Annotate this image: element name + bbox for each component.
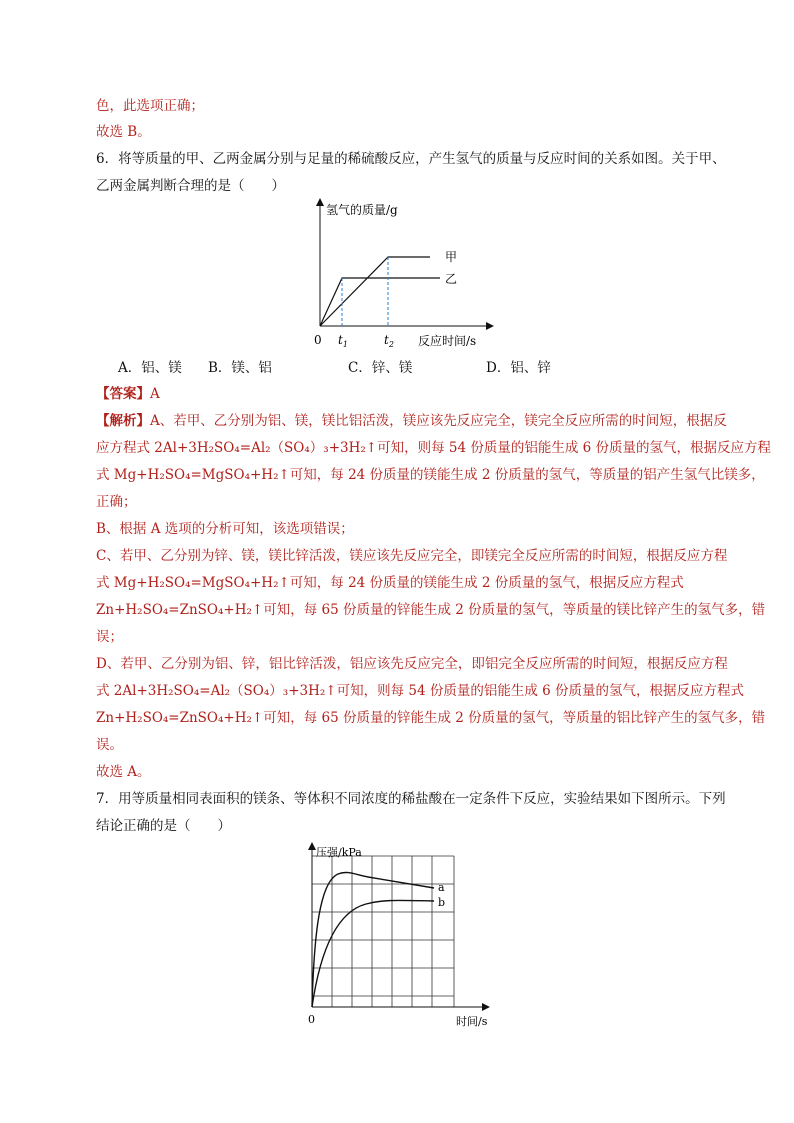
option-d: D．铝、锌 xyxy=(486,360,551,376)
analysis-line-10: D、若甲、乙分别为铝、锌，铝比锌活泼，铝应该先反应完全，即铝完全反应所需的时间短，根据反应方程 xyxy=(96,656,728,672)
analysis-line-3: 式 Mg+H₂SO₄=MgSO₄+H₂↑可知，每 24 份质量的镁能生成 2 份质量的氢气，等质量的铝产生氢气比镁多， xyxy=(96,467,765,483)
option-b: B．镁、铝 xyxy=(208,360,272,376)
analysis-line-14: 故选 A。 xyxy=(96,764,151,780)
analysis-line-5: B、根据 A 选项的分析可知，该选项错误； xyxy=(96,521,354,537)
y-axis-label: 氢气的质量/g xyxy=(326,203,398,217)
q7-y-axis-label: 压强/kPa xyxy=(316,846,362,859)
answer-value: A xyxy=(150,386,160,402)
analysis-line-2: 应方程式 2Al+3H₂SO₄=Al₂（SO₄）₃+3H₂↑可知，则每 54 份质量的铝能生成 6 份质量的氢气，根据反应方程 xyxy=(96,440,772,456)
analysis-line-9: 误； xyxy=(96,629,123,645)
q6-stem-line1: 6．将等质量的甲、乙两金属分别与足量的稀硫酸反应，产生氢气的质量与反应时间的关系如图。关于甲、 xyxy=(96,151,726,167)
q7-origin-label: 0 xyxy=(308,1013,315,1026)
t1-label: $t_1$ xyxy=(338,333,348,349)
series-b-label: b xyxy=(438,896,446,909)
q6-stem-line2: 乙两金属判断合理的是（ ） xyxy=(96,178,285,194)
series-yi-label: 乙 xyxy=(445,272,458,286)
option-a: A．铝、镁 xyxy=(118,360,182,376)
analysis-tag: 【解析】 xyxy=(96,413,150,429)
analysis-line-12: Zn+H₂SO₄=ZnSO₄+H₂↑可知，每 65 份质量的锌能生成 2 份质量的氢气，等质量的铝比锌产生的氢气多，错 xyxy=(96,710,766,726)
prev-answer-line: 色，此选项正确； xyxy=(96,98,204,114)
series-yi-line xyxy=(320,278,440,326)
q7-grid xyxy=(312,856,454,1007)
series-jia-line xyxy=(320,257,430,326)
series-a-label: a xyxy=(438,881,445,894)
prev-choice-line: 故选 B。 xyxy=(96,124,151,140)
x-axis-label: 反应时间/s xyxy=(418,334,477,348)
origin-label: 0 xyxy=(314,333,322,347)
answer-line xyxy=(96,384,160,404)
q7-x-axis-label: 时间/s xyxy=(456,1015,488,1028)
analysis-line-13: 误。 xyxy=(96,737,123,753)
series-jia-label: 甲 xyxy=(445,250,458,264)
t2-label: $t_2$ xyxy=(384,333,394,349)
q6-chart xyxy=(300,196,500,351)
analysis-line-6: C、若甲、乙分别为锌、镁，镁比锌活泼，镁应该先反应完全，即镁完全反应所需的时间短，根据反应方程 xyxy=(96,548,728,564)
q7-stem-line2: 结论正确的是（ ） xyxy=(96,818,231,834)
q7-chart xyxy=(296,842,496,1032)
option-c: C．锌、镁 xyxy=(348,360,413,376)
analysis-line-11: 式 2Al+3H₂SO₄=Al₂（SO₄）₃+3H₂↑可知，则每 54 份质量的铝能生成 6 份质量的氢气，根据反应方程式 xyxy=(96,683,745,699)
analysis-line-1: 【解析】A、若甲、乙分别为铝、镁，镁比铝活泼，镁应该先反应完全，镁完全反应所需的时间短，根据反 xyxy=(96,413,727,429)
analysis-line-8: Zn+H₂SO₄=ZnSO₄+H₂↑可知，每 65 份质量的锌能生成 2 份质量的氢气，等质量的镁比锌产生的氢气多，错 xyxy=(96,602,766,618)
analysis-line-7: 式 Mg+H₂SO₄=MgSO₄+H₂↑可知，每 24 份质量的镁能生成 2 份质量的氢气，根据反应方程式 xyxy=(96,575,684,591)
q7-stem-line1: 7．用等质量相同表面积的镁条、等体积不同浓度的稀盐酸在一定条件下反应，实验结果如下图所示。下列 xyxy=(96,791,726,807)
analysis-line-4: 正确； xyxy=(96,494,137,510)
answer-tag: 【答案】 xyxy=(96,386,150,402)
series-b-curve xyxy=(312,900,434,1007)
